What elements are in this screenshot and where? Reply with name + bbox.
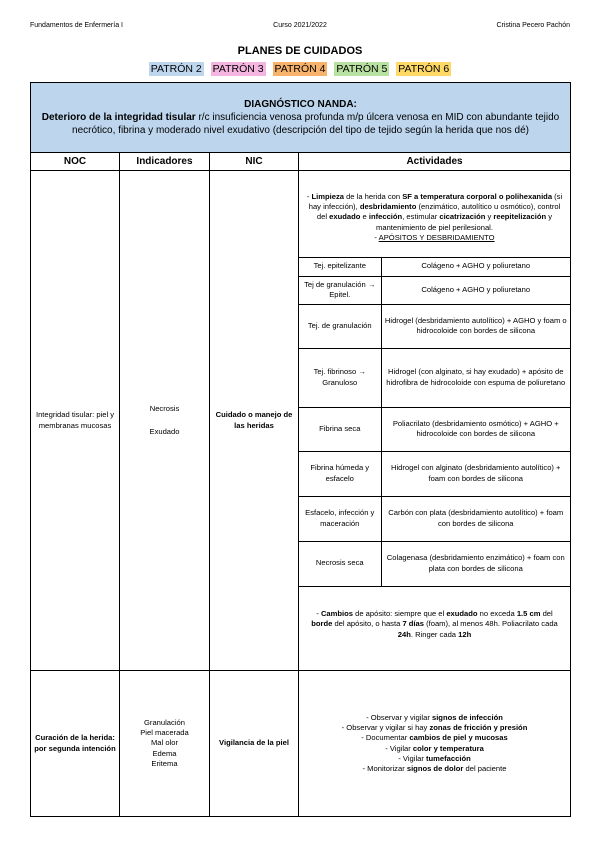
dressing-table bbox=[299, 257, 570, 587]
activity-item: - Monitorizar signos de dolor del paciente bbox=[362, 764, 507, 773]
dressing-treatment: Colágeno + AGHO y poliuretano bbox=[381, 276, 570, 304]
header-school-year: Curso 2021/2022 bbox=[273, 22, 327, 29]
table-row bbox=[299, 541, 570, 586]
header-author: Cristina Pecero Pachón bbox=[496, 22, 570, 29]
table-row bbox=[299, 496, 570, 541]
indicator-item: Mal olor bbox=[150, 738, 178, 748]
column-header-noc: NOC bbox=[31, 153, 120, 171]
tissue-type: Fibrina húmeda y esfacelo bbox=[299, 451, 381, 496]
column-header-activities: Actividades bbox=[299, 153, 571, 171]
column-header-indicators: Indicadores bbox=[120, 153, 210, 171]
pattern-5-badge: PATRÓN 5 bbox=[336, 63, 388, 75]
tissue-type: Tej. fibrinoso → Granuloso bbox=[299, 348, 381, 407]
dressing-treatment: Hidrogel (con alginato, si hay exudado) + apósito de hidrofibra de hidrocoloide con espuma de poliuretano bbox=[381, 348, 570, 407]
nanda-diagnosis bbox=[31, 83, 571, 153]
activity-item: - Observar y vigilar si hay zonas de fricción y presión bbox=[341, 723, 528, 732]
table-row bbox=[299, 276, 570, 304]
noc-wound-healing: Curación de la herida: por segunda intención bbox=[31, 671, 120, 817]
dressing-change-activity: - Cambios de apósito: siempre que el exudado no exceda 1.5 cm del borde del apósito, o hasta 7 días (foam), al menos 48h. Poliacrilato cada 24h. Ringer cada 12h bbox=[311, 609, 558, 639]
table-row bbox=[299, 451, 570, 496]
activities-skin-surveillance bbox=[299, 671, 571, 817]
indicator-item: Piel macerada bbox=[140, 728, 189, 738]
dressing-treatment: Colagenasa (desbridamiento enzimático) + foam con plata con bordes de silicona bbox=[381, 541, 570, 586]
indicator-exudate: Exudado bbox=[149, 427, 180, 436]
dressing-treatment: Poliacrilato (desbridamiento osmótico) + AGHO + hidrocoloide con bordes de silicona bbox=[381, 407, 570, 451]
indicators-wound-healing bbox=[120, 671, 210, 817]
activity-item: - Observar y vigilar signos de infección bbox=[366, 712, 503, 722]
dressing-treatment: Carbón con plata (desbridamiento autolítico) + foam con bordes de silicona bbox=[381, 496, 570, 541]
tissue-type: Tej de granulación → Epitel. bbox=[299, 276, 381, 304]
activity-item: - Vigilar color y temperatura bbox=[385, 743, 484, 753]
indicator-item: Eritema bbox=[151, 758, 178, 768]
dressing-treatment: Hidrogel (desbridamiento autolítico) + AGHO y foam o hidrocoloide con bordes de silicona bbox=[381, 304, 570, 348]
activities-wound-care bbox=[299, 171, 571, 671]
indicators-tissue-integrity bbox=[120, 171, 210, 671]
indicator-item: Edema bbox=[152, 748, 177, 758]
wound-cleaning-activity: - Limpieza de la herida con SF a temperatura corporal o polihexanida (si hay infección), desbridamiento (enzimático, autolítico u osmótico), control del exudado e infección, estimular cicatrización y reepitelización y mantenimiento de piel perilesional. - APÓSITOS Y DESBRIDAMIENTO bbox=[306, 191, 563, 242]
column-header-nic: NIC bbox=[210, 153, 299, 171]
tissue-type: Necrosis seca bbox=[299, 541, 381, 586]
pattern-4-badge: PATRÓN 4 bbox=[274, 63, 326, 75]
tissue-type: Tej. epitelizante bbox=[299, 257, 381, 276]
dressing-treatment: Hidrogel con alginato (desbridamiento autolítico) + foam con bordes de silicona bbox=[381, 451, 570, 496]
diagnosis-text: Deterioro de la integridad tisular r/c insuficiencia venosa profunda m/p úlcera venosa en MID con abundante tejido necrótico, fibrina y moderado nivel exudativo (descripción del tipo de tejido según la herida que nos dé) bbox=[41, 112, 560, 136]
tissue-type: Fibrina seca bbox=[299, 407, 381, 451]
activity-item: - Vigilar tumefacción bbox=[398, 753, 471, 763]
tissue-type: Esfacelo, infección y maceración bbox=[299, 496, 381, 541]
table-row bbox=[299, 348, 570, 407]
dressing-treatment: Colágeno + AGHO y poliuretano bbox=[381, 257, 570, 276]
pattern-2-badge: PATRÓN 2 bbox=[150, 63, 202, 75]
header-course-name: Fundamentos de Enfermería I bbox=[30, 22, 123, 29]
table-row bbox=[299, 304, 570, 348]
indicator-necrosis: Necrosis bbox=[149, 403, 180, 413]
pattern-legend bbox=[0, 62, 600, 76]
nic-skin-surveillance: Vigilancia de la piel bbox=[210, 671, 299, 817]
diagnosis-heading: DIAGNÓSTICO NANDA: bbox=[244, 99, 357, 110]
care-plan-table bbox=[30, 82, 571, 817]
nic-wound-care: Cuidado o manejo de las heridas bbox=[210, 171, 299, 671]
indicator-item: Granulación bbox=[144, 717, 185, 727]
activity-item: - Documentar cambios de piel y mucosas bbox=[361, 733, 508, 743]
tissue-type: Tej. de granulación bbox=[299, 304, 381, 348]
table-row bbox=[299, 407, 570, 451]
page-title: PLANES DE CUIDADOS bbox=[237, 45, 363, 57]
dressings-heading: APÓSITOS Y DESBRIDAMIENTO bbox=[378, 232, 495, 242]
noc-tissue-integrity: Integridad tisular: piel y membranas mucosas bbox=[31, 171, 120, 671]
table-row bbox=[299, 257, 570, 276]
pattern-3-badge: PATRÓN 3 bbox=[212, 63, 264, 75]
pattern-6-badge: PATRÓN 6 bbox=[398, 63, 450, 75]
